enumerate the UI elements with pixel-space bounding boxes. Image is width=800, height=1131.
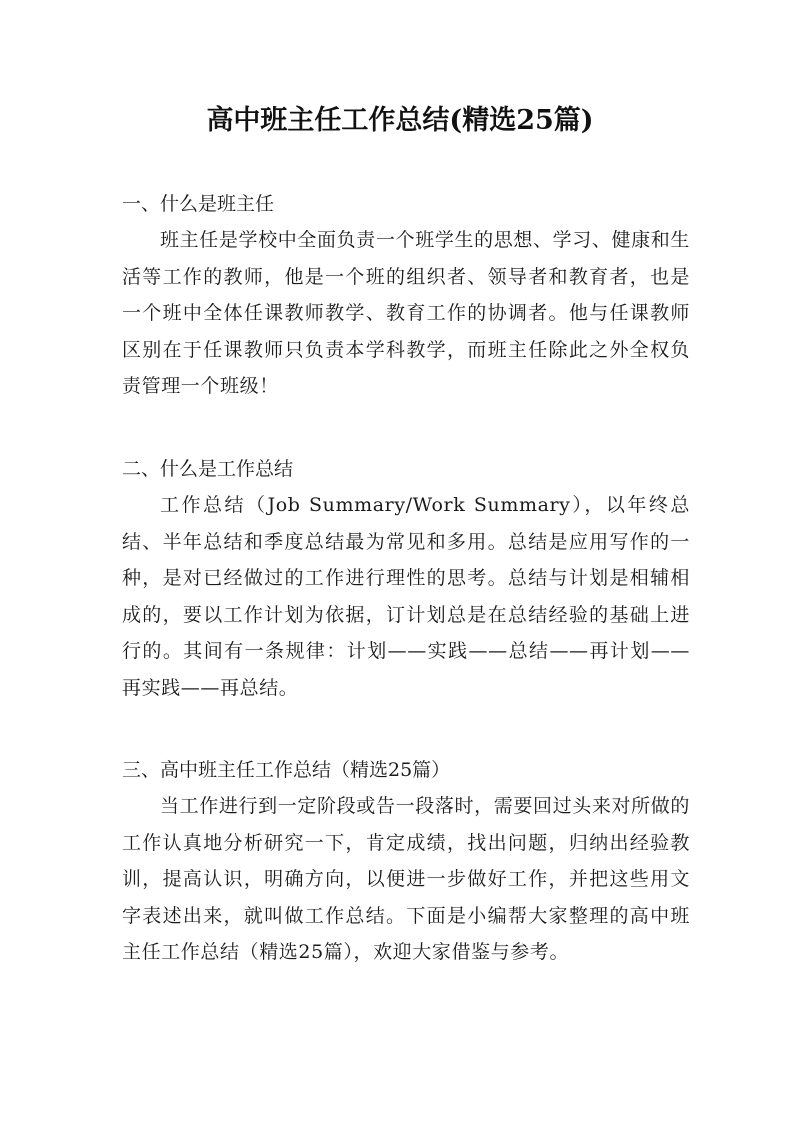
section-heading: 一、什么是班主任 [122, 193, 275, 215]
document-title: 高中班主任工作总结(精选25篇) [206, 105, 594, 136]
section-what-is-work-summary [122, 451, 690, 706]
section-what-is-head-teacher [122, 186, 690, 405]
section-paragraph: 工作总结（Job Summary/Work Summary），以年终总结、半年总结和季度总结最为常见和多用。总结是应用写作的一种，是对已经做过的工作进行理性的思考。总结与计划是相辅相成的，要以工作计划为依据，订计划总是在总结经验的基础上进行的。其间有一条规律：计划——实践——总结——再计划——再实践——再总结。 [122, 494, 690, 699]
section-paragraph: 当工作进行到一定阶段或告一段落时，需要回过头来对所做的工作认真地分析研究一下，肯定成绩，找出问题，归纳出经验教训，提高认识，明确方向，以便进一步做好工作，并把这些用文字表述出来，就叫做工作总结。下面是小编帮大家整理的高中班主任工作总结（精选25篇），欢迎大家借鉴与参考。 [122, 795, 690, 963]
section-paragraph: 班主任是学校中全面负责一个班学生的思想、学习、健康和生活等工作的教师，他是一个班的组织者、领导者和教育者，也是一个班中全体任课教师教学、教育工作的协调者。他与任课教师区别在于任课教师只负责本学科教学，而班主任除此之外全权负责管理一个班级！ [122, 229, 690, 397]
section-summary-intro [122, 752, 690, 971]
section-heading: 三、高中班主任工作总结（精选25篇） [122, 759, 451, 781]
section-heading: 二、什么是工作总结 [122, 458, 294, 480]
